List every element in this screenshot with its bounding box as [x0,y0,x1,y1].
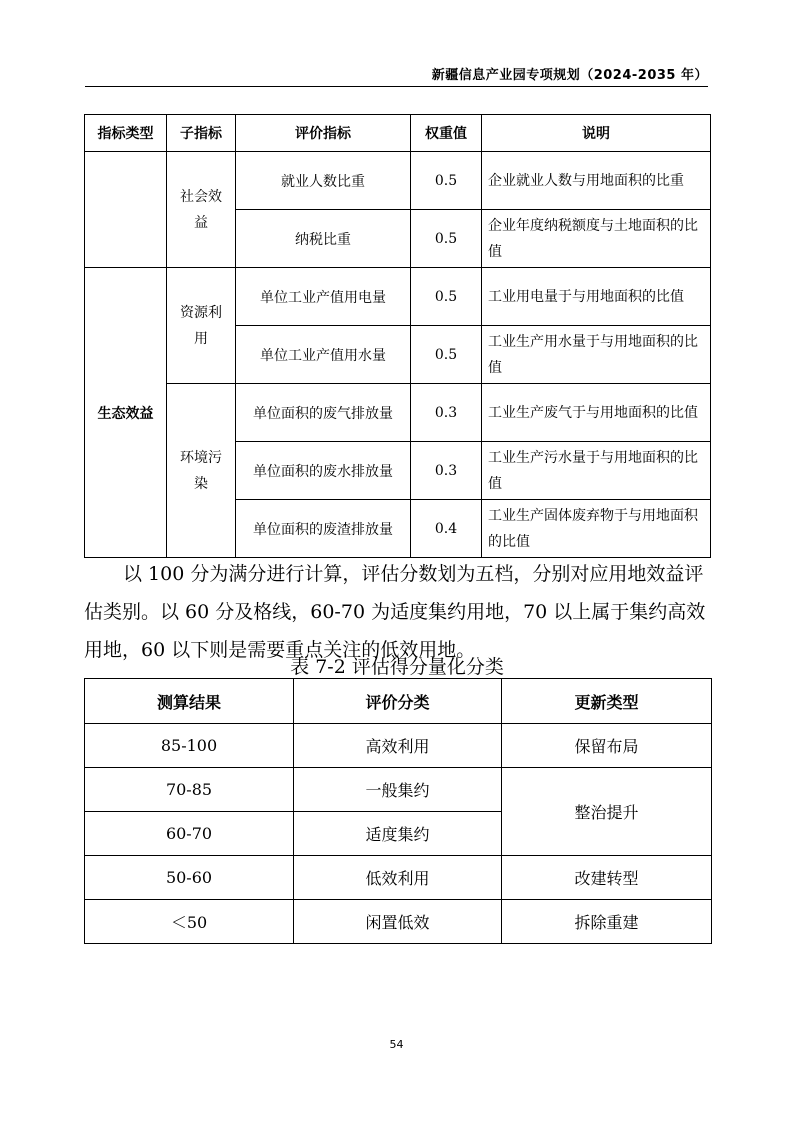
class-cell: 一般集约 [294,768,502,812]
score-cell: ＜50 [85,900,294,944]
running-header: 新疆信息产业园专项规划（2024-2035 年） [431,68,708,83]
description-cell: 企业就业人数与用地面积的比重 [482,152,711,210]
empty-category-cell [85,152,167,268]
type-cell: 拆除重建 [502,900,712,944]
header-cell: 权重值 [411,115,482,152]
weight-cell: 0.3 [411,442,482,500]
table-row [85,768,712,812]
description-cell: 企业年度纳税额度与土地面积的比值 [482,210,711,268]
table-row [85,268,711,326]
sub-indicator-cell: 资源利用 [167,268,236,384]
header-cell: 评价分类 [294,679,502,724]
description-cell: 工业生产污水量于与用地面积的比值 [482,442,711,500]
table-row [85,152,711,210]
weight-cell: 0.5 [411,326,482,384]
header-cell: 评价指标 [236,115,411,152]
header-cell: 指标类型 [85,115,167,152]
table-header-row [85,115,711,152]
weight-cell: 0.5 [411,210,482,268]
description-cell: 工业生产废气于与用地面积的比值 [482,384,711,442]
score-classification-table [84,678,712,944]
weight-cell: 0.5 [411,268,482,326]
table-row [85,856,712,900]
weight-cell: 0.4 [411,500,482,558]
header-cell: 更新类型 [502,679,712,724]
score-cell: 85-100 [85,724,294,768]
header-rule [85,86,708,87]
score-cell: 50-60 [85,856,294,900]
table-row [85,384,711,442]
table-row [85,724,712,768]
category-cell: 生态效益 [85,268,167,558]
class-cell: 闲置低效 [294,900,502,944]
page-number: 54 [389,1038,404,1051]
indicator-cell: 纳税比重 [236,210,411,268]
class-cell: 低效利用 [294,856,502,900]
score-cell: 70-85 [85,768,294,812]
type-cell: 改建转型 [502,856,712,900]
indicator-cell: 单位工业产值用水量 [236,326,411,384]
description-cell: 工业用电量于与用地面积的比值 [482,268,711,326]
type-cell: 整治提升 [502,768,712,856]
header-cell: 子指标 [167,115,236,152]
indicator-cell: 单位面积的废气排放量 [236,384,411,442]
indicator-table [84,114,711,558]
class-cell: 高效利用 [294,724,502,768]
body-paragraph: 以 100 分为满分进行计算，评估分数划为五档，分别对应用地效益评估类别。以 60 分及格线，60-70 为适度集约用地，70 以上属于集约高效用地，60 以下则是需要重点关注的低效用地。 [84,563,706,661]
header-cell: 测算结果 [85,679,294,724]
description-cell: 工业生产用水量于与用地面积的比值 [482,326,711,384]
weight-cell: 0.3 [411,384,482,442]
score-cell: 60-70 [85,812,294,856]
header-cell: 说明 [482,115,711,152]
class-cell: 适度集约 [294,812,502,856]
sub-indicator-cell: 环境污染 [167,384,236,558]
weight-cell: 0.5 [411,152,482,210]
indicator-cell: 单位面积的废渣排放量 [236,500,411,558]
indicator-cell: 单位工业产值用电量 [236,268,411,326]
table-header-row [85,679,712,724]
indicator-cell: 单位面积的废水排放量 [236,442,411,500]
table-row [85,900,712,944]
description-cell: 工业生产固体废弃物于与用地面积的比值 [482,500,711,558]
sub-indicator-cell: 社会效益 [167,152,236,268]
type-cell: 保留布局 [502,724,712,768]
table-caption: 表 7-2 评估得分量化分类 [290,656,504,678]
indicator-cell: 就业人数比重 [236,152,411,210]
